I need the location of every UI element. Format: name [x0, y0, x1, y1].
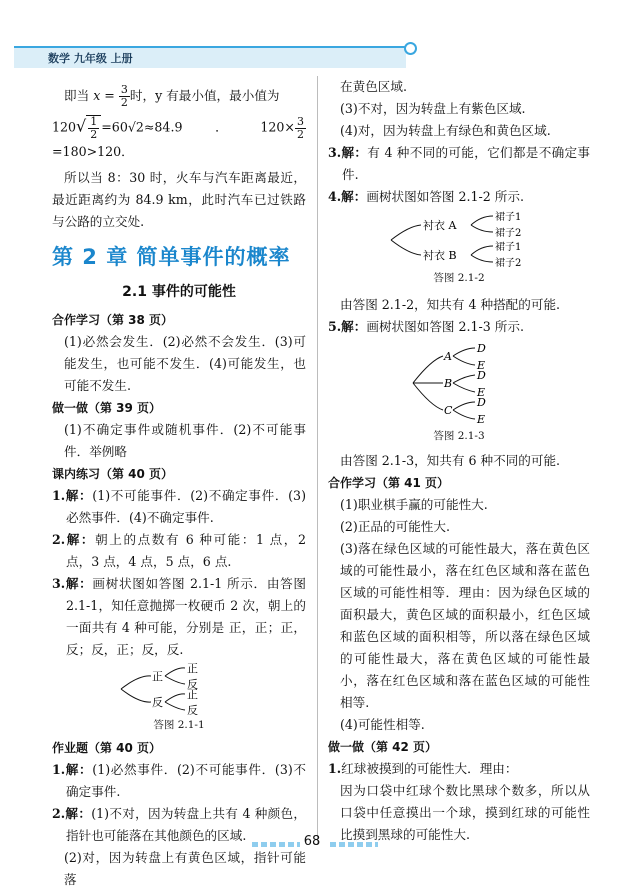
header-rule [14, 46, 410, 48]
tree-leaf: 反 [187, 678, 198, 691]
tree-node: 反 [152, 696, 163, 709]
section-heading: 合作学习（第 41 页） [328, 476, 450, 490]
section-heading: 做一做（第 39 页） [52, 401, 162, 415]
exercise-item: 2.解：朝上的点数有 6 种可能：1 点，2 点，3 点，4 点，5 点，6 点. [52, 532, 306, 569]
running-header: 数学 九年级 上册 [48, 52, 133, 65]
tree-node: C [444, 404, 453, 417]
exercise-item: 4.解：画树状图如答图 2.1-2 所示. [328, 189, 524, 204]
figure-caption: 答图 2.1-1 [153, 719, 205, 731]
page-number: 68 [303, 834, 321, 849]
tree-leaf: 裙子2 [495, 228, 522, 239]
right-column [328, 76, 590, 846]
exercise-item: 1.解：(1)必然事件．(2)不可能事件．(3)不确定事件. [52, 762, 306, 799]
section-text: (3)落在绿色区域的可能性最大，落在黄色区域的可能性最小，落在红色区域和落在蓝色区域的可能性相等．理由：因为绿色区域的面积最大，黄色区域的面积最小，红色区域和蓝色区域的面积相等，所以落在绿色区域的可能性最大，落在黄色区域的可能性最小，落在红色区域和落在蓝色区域的可能性相等. [340, 541, 590, 710]
continued-text: 在黄色区域. [340, 79, 407, 94]
tree-node: B [444, 377, 453, 390]
tree-leaf: 正 [187, 688, 198, 701]
fraction: $\frac{3}{2}$ [120, 83, 128, 109]
intro-line-1: 即当 x = $\frac{3}{2}$ 时，y 有最小值，最小值为 [64, 83, 280, 109]
tree-leaf: D [477, 396, 486, 409]
section-text: (1)职业棋手赢的可能性大. [340, 497, 488, 512]
section-heading: 作业题（第 40 页） [52, 741, 162, 755]
tree-leaf: 反 [187, 704, 198, 715]
section-heading: 合作学习（第 38 页） [52, 313, 174, 327]
tree-node: 正 [152, 670, 163, 683]
tree-diagram-clothes [389, 210, 529, 268]
exercise-item: 3.解：有 4 种不同的可能，它们都是不确定事件. [328, 145, 590, 182]
figure-caption: 答图 2.1-2 [433, 272, 485, 284]
exercise-item: 3.解：画树状图如答图 2.1-1 所示．由答图 2.1-1，知任意抛掷一枚硬币 2 次，朝上的一面共有 4 种可能，分别是 正，正；正，反；反，正；反，反. [52, 576, 306, 657]
column-divider [317, 76, 318, 844]
exercise-item: 2.解：(1)不对，因为转盘上共有 4 种颜色，指针也可能落在其他颜色的区域. [52, 806, 306, 843]
tree-leaf: 裙子1 [495, 212, 522, 223]
tree-leaf: 裙子1 [495, 242, 522, 253]
section-heading: 课内练习（第 40 页） [52, 467, 174, 481]
exercise-text: 由答图 2.1-3，知共有 6 种不同的可能. [340, 453, 561, 468]
tree-leaf: D [477, 369, 486, 382]
intro-line-2: 120√ $\frac{1}{2}$ =60√2≈84.9．120× $\frac{3}{2}$ =180>120． [52, 114, 304, 159]
section-text: (4)可能性相等. [340, 717, 425, 732]
exercise-text: 由答图 2.1-2，知共有 4 种搭配的可能. [340, 297, 561, 312]
figure-caption: 答图 2.1-3 [433, 430, 485, 442]
exercise-item: 1.红球被摸到的可能性大．理由： [328, 761, 518, 776]
exercise-item: 1.解：(1)不可能事件．(2)不确定事件．(3)必然事件．(4)不确定事件. [52, 488, 306, 525]
section-text: (1)不确定事件或随机事件．(2)不可能事件．举例略 [64, 422, 306, 459]
tree-leaf: E [477, 413, 486, 426]
tree-diagram-coin [119, 663, 239, 715]
exercise-subitem: (2)对，因为转盘上有黄色区域，指针可能落 [64, 850, 306, 887]
exercise-item: 5.解：画树状图如答图 2.1-3 所示. [328, 319, 524, 334]
tree-leaf: D [477, 342, 486, 355]
tree-node: A [444, 350, 452, 363]
tree-leaf: 正 [187, 663, 198, 675]
tree-leaf: E [477, 359, 486, 372]
chapter-title: 第 2 章 简单事件的概率 [52, 245, 291, 269]
section-title: 2.1 事件的可能性 [122, 284, 236, 300]
tree-leaf: 裙子2 [495, 258, 522, 268]
section-text: (2)正品的可能性大. [340, 519, 450, 534]
intro-line-3: 所以当 8：30 时，火车与汽车距离最近，最近距离约为 84.9 km，此时汽车已过铁路与公路的立交处. [52, 170, 306, 229]
left-column [52, 84, 306, 891]
tree-node: 衬衣 A [423, 219, 457, 232]
exercise-subitem: (3)不对，因为转盘上有紫色区域. [340, 101, 526, 116]
section-text: 因为口袋中红球个数比黑球个数多，所以从口袋中任意摸出一个球，摸到红球的可能性比摸到黑球的可能性大. [340, 783, 590, 842]
tree-diagram-choices [409, 340, 509, 426]
exercise-subitem: (4)对，因为转盘上有绿色和黄色区域. [340, 123, 551, 138]
tree-leaf: E [477, 386, 486, 399]
header-dot-icon [404, 42, 417, 55]
section-heading: 做一做（第 42 页） [328, 740, 438, 754]
tree-node: 衬衣 B [423, 249, 457, 262]
section-text: (1)必然会发生．(2)必然不会发生．(3)可能发生，也可能不发生．(4)可能发生，也可能不发生. [64, 334, 306, 393]
